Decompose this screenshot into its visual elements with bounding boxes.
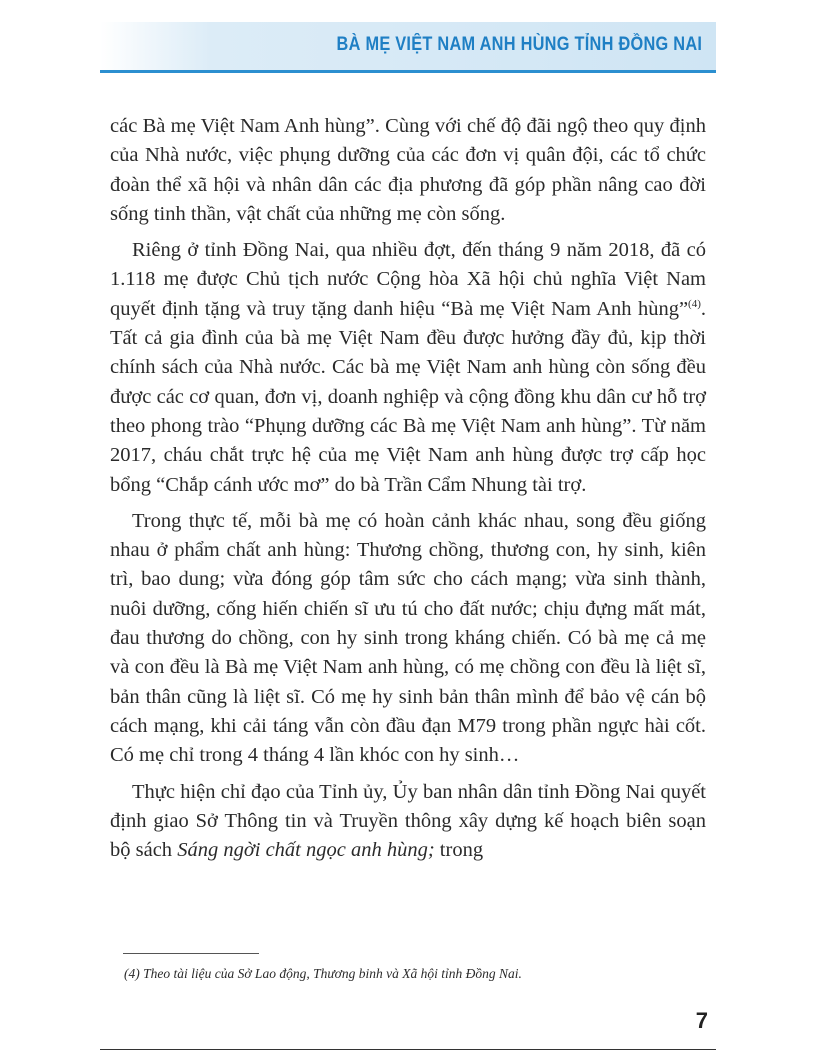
paragraph-4-part-2: trong	[434, 839, 484, 862]
paragraph-3: Trong thực tế, mỗi bà mẹ có hoàn cảnh khác nhau, song đều giống nhau ở phẩm chất anh hùng: Thương chồng, thương con, hy sinh, kiên trì, bao dung; vừa đóng góp tâm sức cho cách mạng; vừa sinh thành, nuôi dưỡng, cống hiến chiến sĩ ưu tú cho đất nước; chịu đựng mất mát, đau thương do chồng, con hy sinh trong kháng chiến. Có bà mẹ cả mẹ và con đều là Bà mẹ Việt Nam anh hùng, có mẹ chồng con đều là liệt sĩ, bản thân cũng là liệt sĩ. Có mẹ hy sinh bản thân mình để bảo vệ cán bộ cách mạng, khi cải táng vẫn còn đầu đạn M79 trong phần ngực hài cốt. Có mẹ chỉ trong 4 tháng 4 lần khóc con hy sinh…	[110, 509, 706, 767]
page-number: 7	[695, 1008, 708, 1033]
paragraph-2-part-1: Riêng ở tỉnh Đồng Nai, qua nhiều đợt, đến tháng 9 năm 2018, đã có 1.118 mẹ được Chủ tịch nước Cộng hòa Xã hội chủ nghĩa Việt Nam quyết định tặng và truy tặng danh hiệu “Bà mẹ Việt Nam Anh hùng”	[110, 239, 706, 320]
bottom-divider	[100, 1049, 716, 1050]
paragraph-4-part-1: Thực hiện chỉ đạo của Tỉnh ủy, Ủy ban nhân dân tỉnh Đồng Nai quyết định giao Sở Thông tin và Truyền thông xây dựng kế hoạch biên soạn bộ sách	[110, 780, 706, 862]
paragraph-1: các Bà mẹ Việt Nam Anh hùng”. Cùng với chế độ đãi ngộ theo quy định của Nhà nước, việc phụng dưỡng của các đơn vị quân đội, các tổ chức đoàn thể xã hội và nhân dân các địa phương đã góp phần nâng cao đời sống tinh thần, vật chất của những mẹ còn sống.	[110, 115, 706, 225]
footnote-reference: (4)	[688, 297, 701, 310]
book-title: Sáng ngời chất ngọc anh hùng;	[177, 839, 435, 862]
body-text	[110, 112, 706, 872]
paragraph-2	[110, 236, 706, 500]
running-header	[100, 22, 716, 73]
footnote-divider	[123, 953, 259, 954]
footnote: (4) Theo tài liệu của Sở Lao động, Thương binh và Xã hội tỉnh Đồng Nai.	[124, 966, 522, 981]
paragraph-4	[110, 778, 706, 866]
paragraph-2-part-2: . Tất cả gia đình của bà mẹ Việt Nam đều được hưởng đầy đủ, kịp thời chính sách của Nhà nước. Các bà mẹ Việt Nam anh hùng còn sống đều được các cơ quan, đơn vị, doanh nghiệp và cộng đồng khu dân cư hỗ trợ theo phong trào “Phụng dưỡng các Bà mẹ Việt Nam anh hùng”. Từ năm 2017, cháu chắt trực hệ của mẹ Việt Nam anh hùng được trợ cấp học bổng “Chắp cánh ước mơ” do bà Trần Cẩm Nhung tài trợ.	[110, 297, 706, 496]
running-header-title: BÀ MẸ VIỆT NAM ANH HÙNG TỈNH ĐỒNG NAI	[336, 34, 702, 55]
